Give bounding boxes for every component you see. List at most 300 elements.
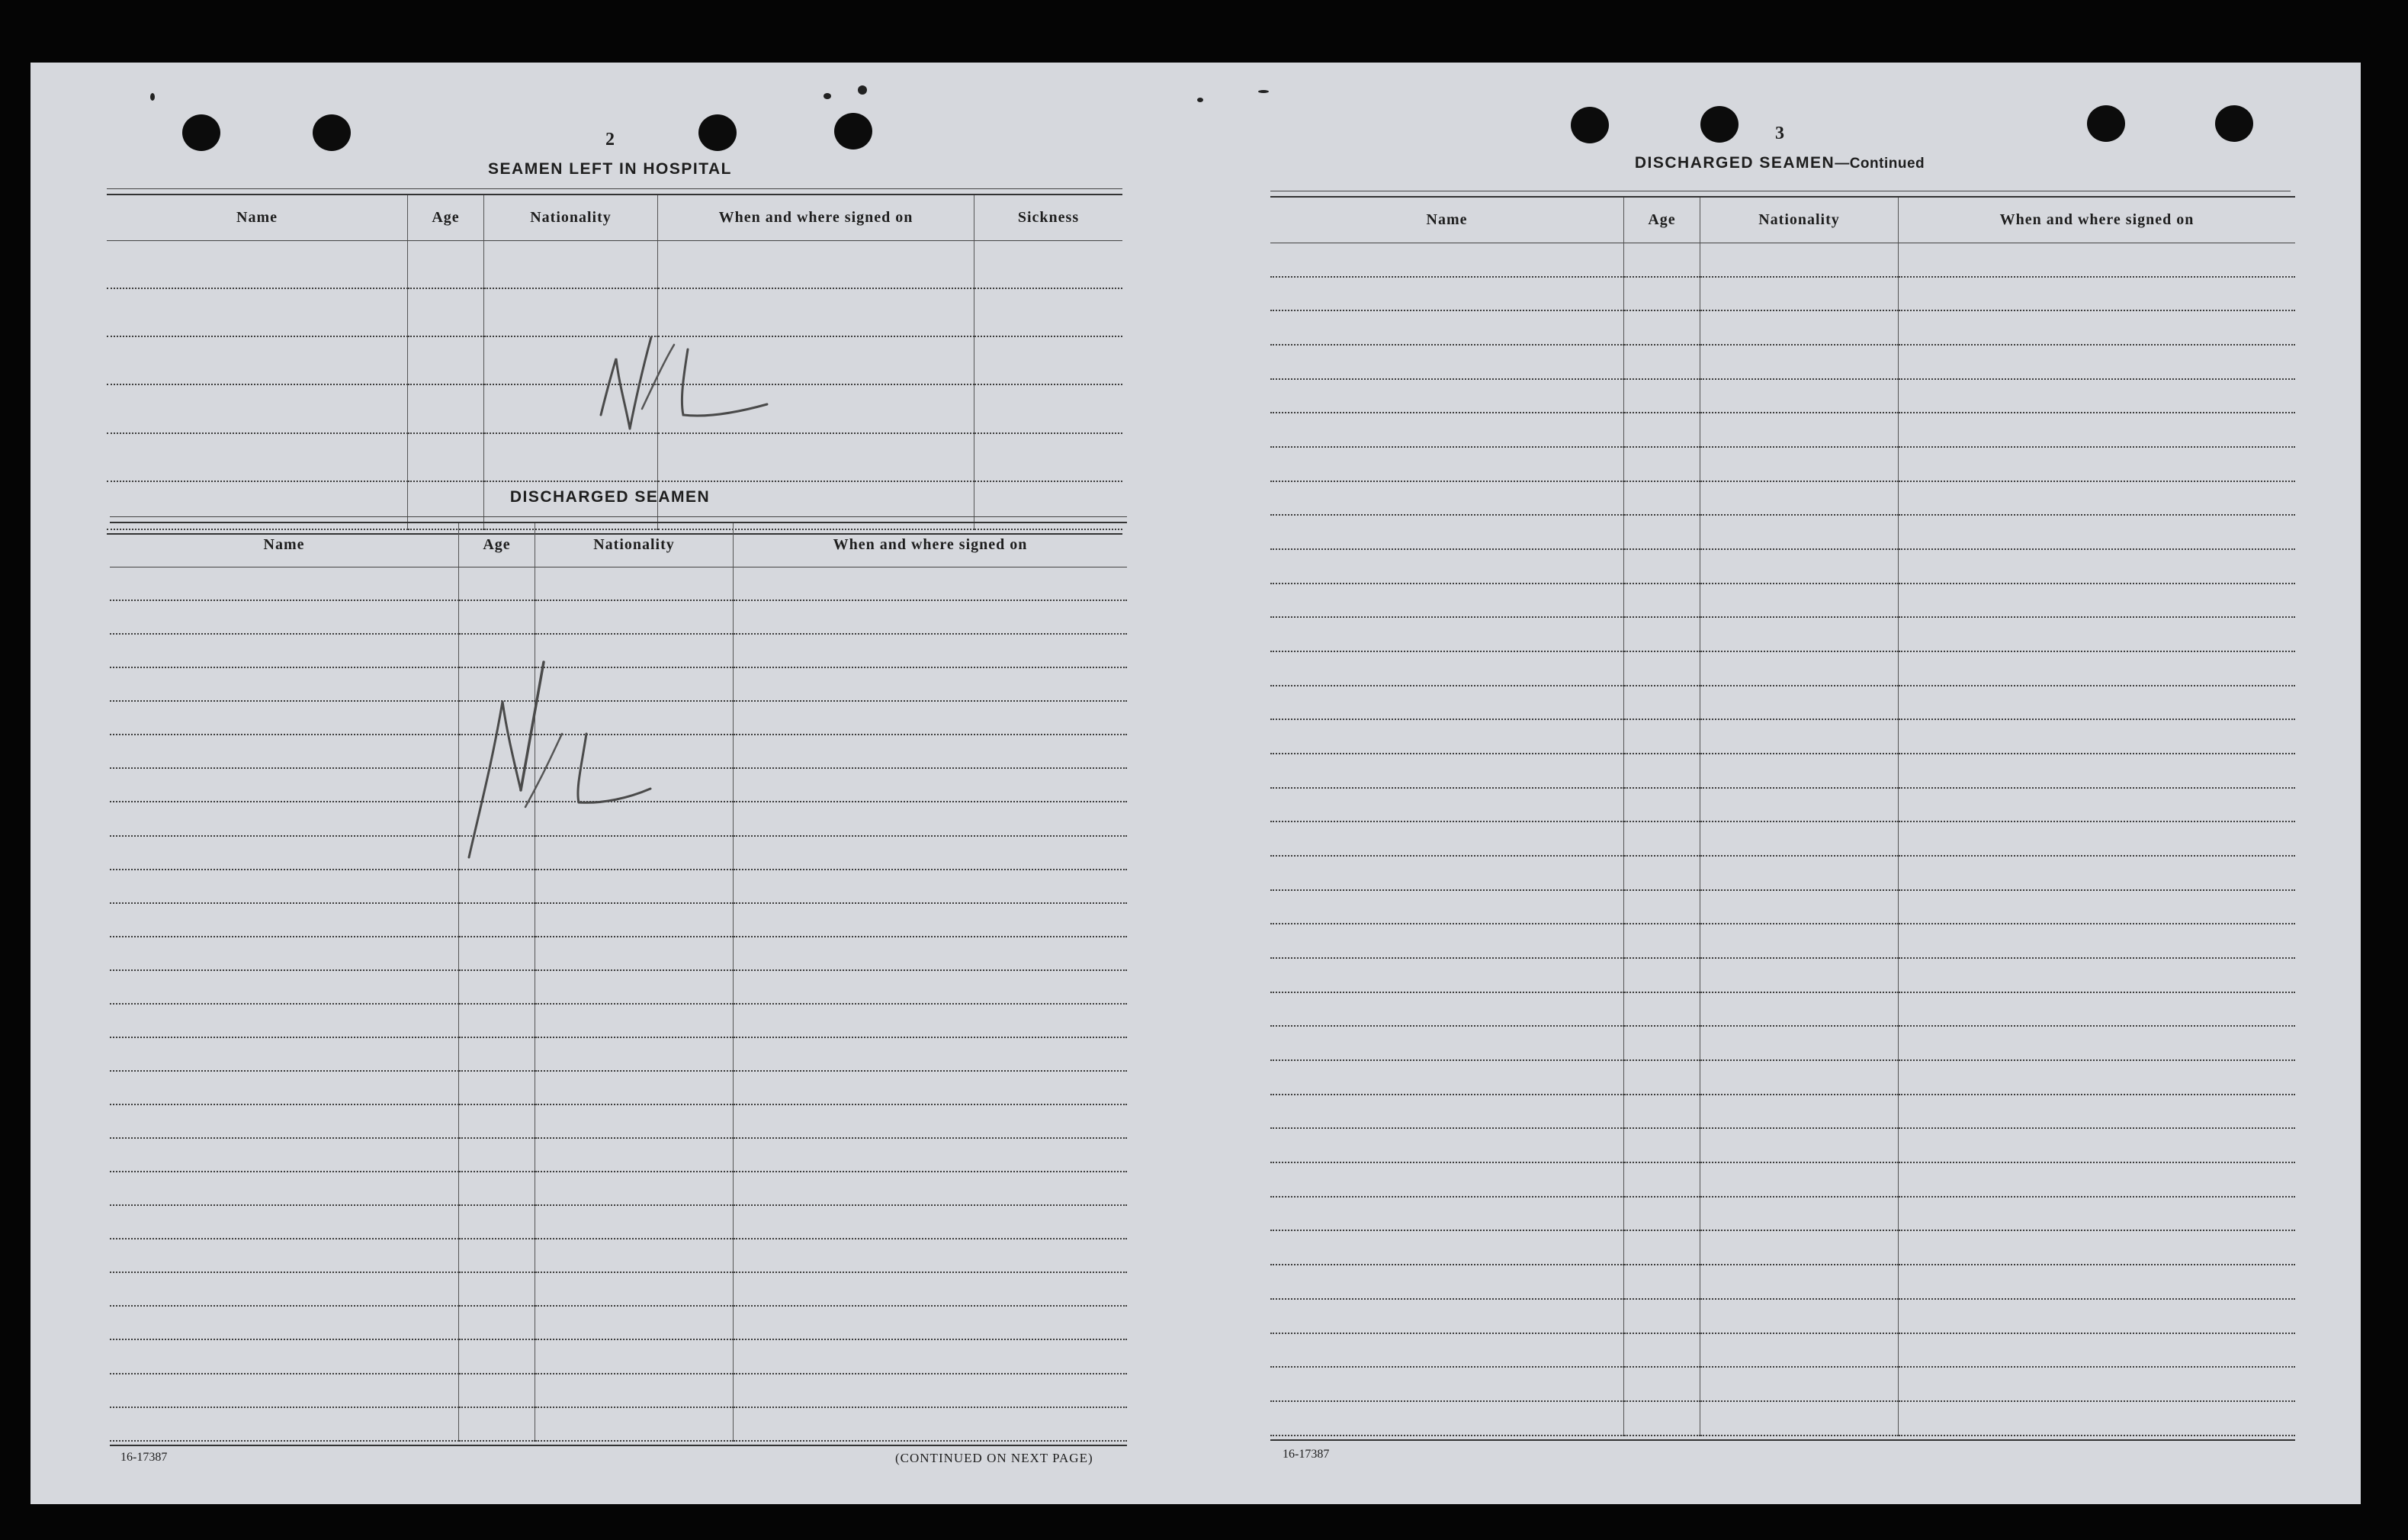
table-cell [1270,413,1624,448]
table-cell [535,567,734,601]
table-cell [1624,652,1700,686]
table-cell [1700,448,1899,482]
table-cell [1899,1265,2295,1300]
table-cell [1624,1334,1700,1368]
table-cell [459,1139,535,1172]
table-row [1270,550,2295,584]
table-row [1270,1129,2295,1163]
table-cell [1700,346,1899,380]
table-cell [1700,857,1899,891]
table-cell [734,1340,1127,1374]
table-cell [1270,1300,1624,1334]
table-cell [1270,1368,1624,1402]
table-cell [535,1374,734,1408]
table-row [1270,891,2295,925]
table-cell [1624,720,1700,754]
table-row [1270,1334,2295,1368]
table-cell [110,1072,459,1105]
table-cell [459,1206,535,1239]
table-cell [459,971,535,1005]
table-cell [734,1206,1127,1239]
column-header: When and where signed on [658,195,974,241]
table-cell [1270,618,1624,652]
table-cell [459,1273,535,1307]
table-cell [1700,311,1899,346]
hospital-section-title: SEAMEN LEFT IN HOSPITAL [488,160,732,178]
table-cell [1700,1402,1899,1436]
table-cell [1899,1300,2295,1334]
table-cell [1270,720,1624,754]
table-cell [535,1273,734,1307]
table-cell [1700,1300,1899,1334]
table-cell [734,1374,1127,1408]
table-cell [459,904,535,937]
table-cell [1270,311,1624,346]
table-cell [1270,278,1624,312]
table-cell [1899,1368,2295,1402]
table-cell [535,1139,734,1172]
table-cell [1899,1334,2295,1368]
table-cell [110,735,459,769]
table-cell [1624,686,1700,721]
table-cell [1899,413,2295,448]
title-rule [107,188,1122,189]
table-cell [734,635,1127,668]
table-cell [1270,550,1624,584]
table-cell [1624,1163,1700,1198]
table-row [1270,857,2295,891]
table-cell [535,1340,734,1374]
table-cell [974,241,1122,289]
table-row [1270,1231,2295,1265]
table-row [110,1273,1127,1307]
table-cell [1700,1231,1899,1265]
table-cell [1899,516,2295,550]
table-cell [459,937,535,971]
table-cell [734,1273,1127,1307]
table-row [110,904,1127,937]
table-cell [1624,448,1700,482]
table-cell [1624,822,1700,857]
table-cell [1899,1061,2295,1095]
table-cell [110,1206,459,1239]
table-row [1270,243,2295,278]
punch-hole [313,114,351,151]
table-cell [535,1239,734,1273]
table-cell [1624,891,1700,925]
table-row [1270,1027,2295,1061]
table-row [1270,311,2295,346]
table-cell [110,1374,459,1408]
table-row [1270,686,2295,721]
table-cell [535,1172,734,1206]
table-cell [459,1105,535,1139]
table-cell [1624,618,1700,652]
table-cell [1899,993,2295,1027]
table-cell [1700,1198,1899,1232]
document-sheet [31,63,2361,1504]
table-cell [110,1307,459,1340]
table-cell [734,1408,1127,1442]
table-cell [535,870,734,904]
table-row [1270,959,2295,993]
table-cell [1624,1402,1700,1436]
table-row [1270,1163,2295,1198]
table-cell [110,1038,459,1072]
table-cell [1270,924,1624,959]
table-cell [1899,311,2295,346]
table-cell [1270,754,1624,789]
table-cell [734,971,1127,1005]
table-cell [974,289,1122,337]
table-cell [734,1139,1127,1172]
table-cell [1899,584,2295,619]
table-cell [408,337,484,385]
table-cell [110,1139,459,1172]
table-cell [1899,924,2295,959]
punch-hole [698,114,737,151]
column-header: Sickness [974,195,1122,241]
table-row [1270,1265,2295,1300]
table-cell [1700,686,1899,721]
table-row [110,870,1127,904]
scan-speck [824,93,831,99]
table-cell [1899,1198,2295,1232]
table-cell [1624,1265,1700,1300]
table-cell [110,635,459,668]
table-cell [1899,959,2295,993]
table-cell [1624,311,1700,346]
page-number-right: 3 [1775,124,1784,143]
table-cell [1700,1334,1899,1368]
table-cell [734,702,1127,735]
table-cell [1899,278,2295,312]
table-cell [459,1038,535,1072]
punch-hole [1571,107,1609,143]
table-cell [110,937,459,971]
table-cell [110,1005,459,1038]
table-cell [1700,380,1899,414]
table-row [1270,413,2295,448]
discharged-continued-title [1635,154,1925,172]
table-cell [535,1072,734,1105]
table-cell [1270,652,1624,686]
table-cell [535,1038,734,1072]
table-cell [1624,413,1700,448]
table-cell [1270,1129,1624,1163]
table-cell [1624,380,1700,414]
table-cell [535,1105,734,1139]
table-cell [1899,652,2295,686]
table-row [1270,1095,2295,1130]
column-header: Nationality [484,195,658,241]
table-cell [1700,959,1899,993]
table-cell [459,567,535,601]
table-cell [535,1408,734,1442]
table-cell [1899,891,2295,925]
column-header: Age [408,195,484,241]
table-cell [1700,789,1899,823]
table-cell [1270,346,1624,380]
table-cell [1700,243,1899,278]
table-cell [459,1340,535,1374]
table-row [1270,584,2295,619]
table-cell [1700,584,1899,619]
table-cell [1899,1163,2295,1198]
table-row [1270,1198,2295,1232]
table-row [110,1038,1127,1072]
table-cell [734,1005,1127,1038]
table-cell [535,1307,734,1340]
scan-speck [150,93,155,101]
table-row [110,1206,1127,1239]
table-cell [459,1172,535,1206]
column-header: Name [110,523,459,567]
continued-suffix: —Continued [1835,156,1925,172]
table-cell [1700,1129,1899,1163]
table-cell [658,241,974,289]
discharged-continued-table [1270,196,2295,1441]
table-cell [1270,584,1624,619]
table-cell [107,434,408,482]
table-cell [1270,1265,1624,1300]
table-cell [535,937,734,971]
table-cell [1624,550,1700,584]
table-cell [535,904,734,937]
table-cell [459,1408,535,1442]
table-cell [734,1172,1127,1206]
table-cell [1624,1027,1700,1061]
table-cell [459,870,535,904]
table-cell [734,802,1127,836]
table-cell [1899,822,2295,857]
table-cell [110,668,459,702]
table-cell [1899,243,2295,278]
table-cell [1270,1198,1624,1232]
table-cell [1700,720,1899,754]
discharged-continued-title-main: DISCHARGED SEAMEN [1634,154,1835,172]
form-code-left: 16-17387 [120,1451,168,1464]
table-cell [1624,1061,1700,1095]
table-cell [1270,993,1624,1027]
table-row [1270,516,2295,550]
table-cell [484,241,658,289]
table-cell [1899,1095,2295,1130]
table-row [110,1307,1127,1340]
table-row [110,1408,1127,1442]
table-cell [1899,720,2295,754]
table-cell [1700,1368,1899,1402]
continued-note: (CONTINUED ON NEXT PAGE) [895,1451,1093,1465]
table-cell [1624,1129,1700,1163]
table-cell [110,1239,459,1273]
form-code-right: 16-17387 [1283,1448,1330,1461]
table-cell [734,601,1127,635]
table-cell [1270,1402,1624,1436]
table-cell [1700,618,1899,652]
punch-hole [2215,105,2253,142]
title-rule [110,516,1127,517]
table-cell [110,769,459,802]
table-cell [110,1340,459,1374]
table-cell [535,971,734,1005]
table-cell [1624,346,1700,380]
table-cell [734,1038,1127,1072]
table-cell [1270,959,1624,993]
table-cell [974,434,1122,482]
table-cell [1899,448,2295,482]
table-cell [1899,1129,2295,1163]
table-cell [1270,1163,1624,1198]
table-cell [1899,1231,2295,1265]
table-cell [734,735,1127,769]
table-cell [1899,754,2295,789]
table-cell [408,289,484,337]
table-row [1270,278,2295,312]
table-cell [1899,482,2295,516]
table-cell [734,870,1127,904]
column-header: When and where signed on [734,523,1127,567]
table-cell [1899,1027,2295,1061]
table-cell [1624,1300,1700,1334]
table-cell [1270,857,1624,891]
table-row [1270,618,2295,652]
table-cell [1270,1027,1624,1061]
table-row [1270,448,2295,482]
table-cell [1624,278,1700,312]
table-cell [1270,1334,1624,1368]
table-cell [734,837,1127,870]
table-cell [110,904,459,937]
table-cell [734,1072,1127,1105]
table-cell [1700,754,1899,789]
table-cell [459,1374,535,1408]
table-cell [1270,686,1624,721]
table-row [1270,1402,2295,1436]
table-cell [107,241,408,289]
table-row [1270,1061,2295,1095]
table-row [110,1105,1127,1139]
table-row [110,1374,1127,1408]
table-cell [1700,924,1899,959]
table-row [1270,380,2295,414]
table-cell [1700,278,1899,312]
table-row [1270,1368,2295,1402]
table-cell [110,702,459,735]
table-row [1270,993,2295,1027]
table-cell [1270,243,1624,278]
table-cell [734,567,1127,601]
table-row [110,1239,1127,1273]
page-number-left: 2 [605,130,615,149]
table-cell [1700,822,1899,857]
table-cell [459,1239,535,1273]
handwritten-nl-mark [595,314,801,444]
table-cell [1270,516,1624,550]
table-cell [974,385,1122,433]
table-cell [1270,448,1624,482]
table-cell [1270,822,1624,857]
table-cell [1899,346,2295,380]
table-row [110,1139,1127,1172]
table-cell [1700,652,1899,686]
table-cell [459,1072,535,1105]
table-cell [734,904,1127,937]
table-cell [1624,1231,1700,1265]
table-cell [1624,754,1700,789]
table-cell [1700,413,1899,448]
table-cell [734,1105,1127,1139]
table-cell [734,1239,1127,1273]
scan-speck [858,85,867,95]
column-header: Nationality [1700,198,1899,243]
table-cell [110,802,459,836]
table-cell [1700,1061,1899,1095]
table-row [1270,720,2295,754]
table-cell [1899,618,2295,652]
table-row [107,241,1122,289]
table-cell [1624,959,1700,993]
table-cell [1624,993,1700,1027]
table-cell [1899,550,2295,584]
table-cell [734,769,1127,802]
table-row [1270,924,2295,959]
table-cell [110,870,459,904]
table-row [1270,652,2295,686]
table-cell [535,1005,734,1038]
table-cell [535,1206,734,1239]
punch-hole [182,114,220,151]
table-row [110,971,1127,1005]
column-header: Name [1270,198,1624,243]
table-cell [1899,686,2295,721]
table-cell [110,601,459,635]
table-cell [1624,1198,1700,1232]
table-row [1270,1300,2295,1334]
table-cell [1899,1402,2295,1436]
table-cell [110,971,459,1005]
punch-hole [2087,105,2125,142]
table-cell [1899,380,2295,414]
table-cell [1270,1231,1624,1265]
table-cell [1270,380,1624,414]
handwritten-nl-mark [461,627,667,871]
table-cell [1624,243,1700,278]
table-cell [1700,993,1899,1027]
table-cell [1700,482,1899,516]
table-row [110,1005,1127,1038]
punch-hole [834,113,872,149]
table-row [110,1172,1127,1206]
table-cell [110,1408,459,1442]
scan-speck [1258,90,1269,93]
table-cell [1270,1095,1624,1130]
table-header [107,195,1122,241]
table-cell [1270,891,1624,925]
table-cell [408,434,484,482]
table-cell [1624,516,1700,550]
table-cell [974,337,1122,385]
table-cell [1899,789,2295,823]
column-header: Name [107,195,408,241]
table-cell [408,241,484,289]
column-header: When and where signed on [1899,198,2295,243]
table-row [110,1072,1127,1105]
table-cell [107,385,408,433]
table-cell [1624,789,1700,823]
column-header: Age [1624,198,1700,243]
table-cell [1700,891,1899,925]
